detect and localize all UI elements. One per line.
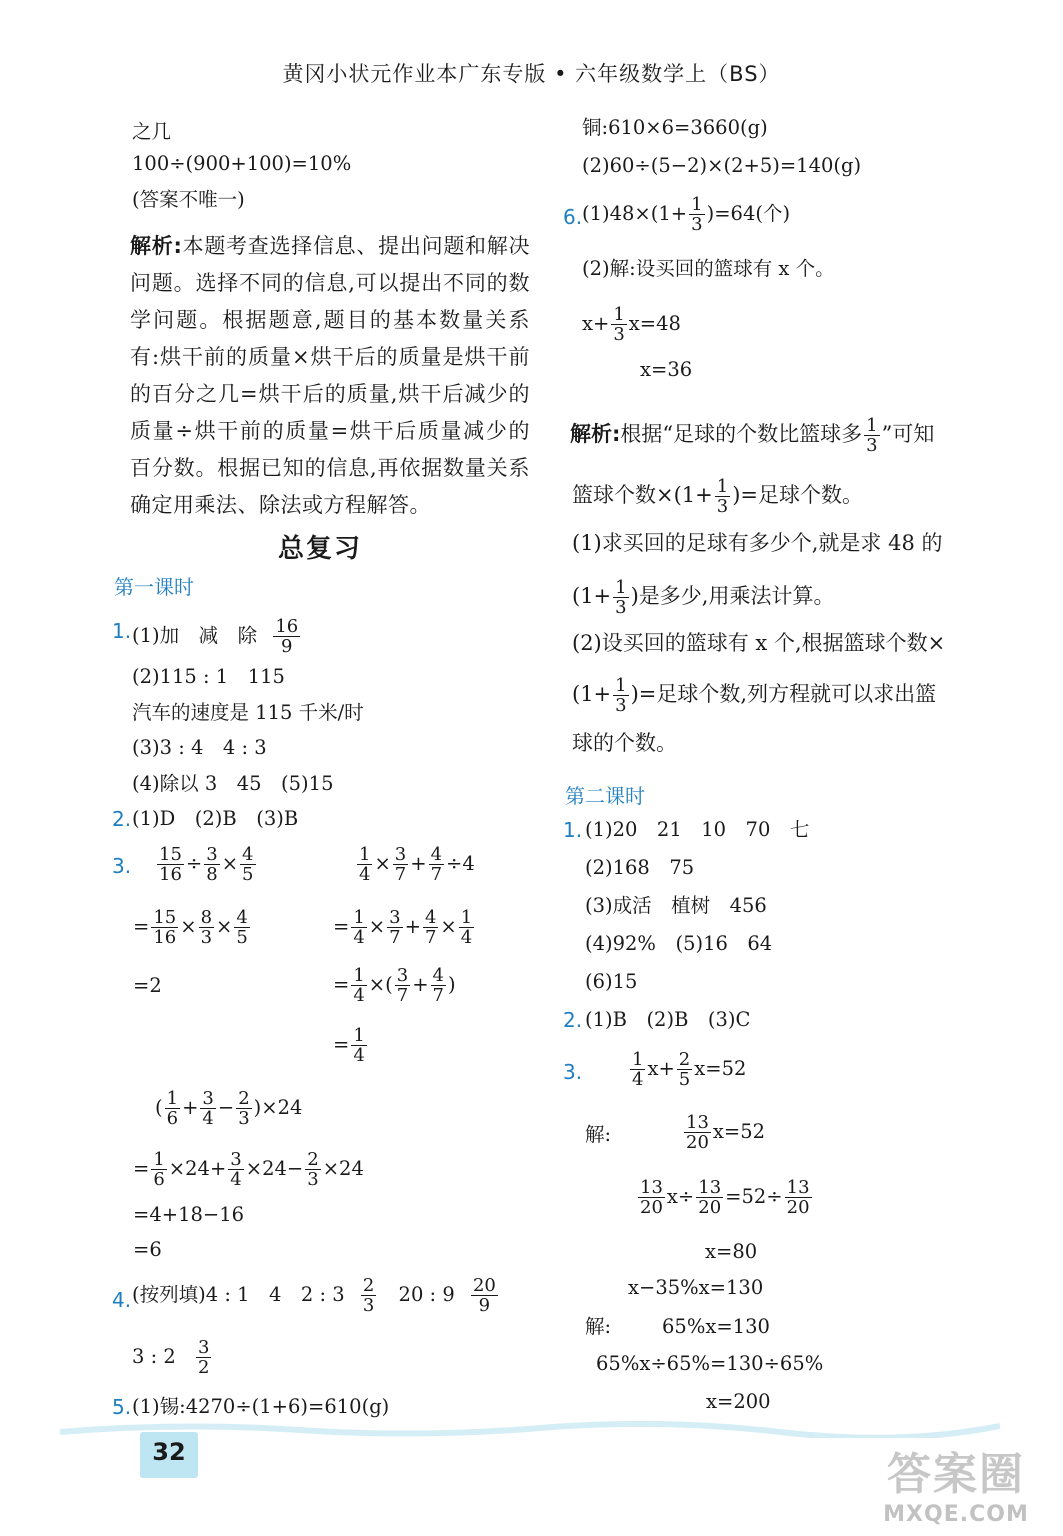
- fraction: $\frac{13}{20}$: [786, 1177, 810, 1218]
- fraction: $\frac{20}{9}$: [472, 1275, 496, 1316]
- fraction: $\frac{1}{4}$: [632, 1049, 644, 1090]
- question-number: 2.: [112, 807, 132, 831]
- answer-line: (4)92% (5)16 64: [585, 932, 773, 955]
- equation-line: = $\frac{1}{4}$ × $\frac{3}{7}$ + $\frac{4}{7}$ × $\frac{1}{4}$: [333, 907, 473, 948]
- fraction: $\frac{2}{5}$: [678, 1049, 691, 1090]
- fraction: $\frac{4}{5}$: [242, 844, 254, 885]
- fraction: $\frac{1}{3}$: [615, 577, 627, 618]
- equation-line: x=80: [705, 1240, 758, 1263]
- equation-line: x=200: [706, 1390, 771, 1413]
- answer-line: 铜:610×6=3660(g): [582, 116, 768, 139]
- answer-line: [132, 1276, 500, 1315]
- answer-line: (3)成活 植树 456: [585, 894, 767, 917]
- page-number-tab: [140, 1432, 198, 1478]
- text-line: 100÷(900+100)=10%: [132, 152, 352, 175]
- fraction: $\frac{1}{3}$: [716, 476, 729, 517]
- text-line: (答案不唯一): [132, 188, 245, 211]
- analysis-line: (1+ $\frac{1}{3}$ )=足球个数,列方程就可以求出篮: [572, 675, 937, 716]
- fraction: $\frac{1}{3}$: [613, 304, 625, 345]
- fraction: $\frac{13}{20}$: [698, 1177, 722, 1218]
- answer-line: (1)D (2)B (3)B: [132, 807, 299, 830]
- fraction: $\frac{3}{2}$: [197, 1337, 210, 1378]
- equation-line: x+ $\frac{1}{3}$ x=48: [582, 304, 681, 345]
- equation-line: $\frac{1}{4}$ x+ $\frac{2}{5}$ x=52: [632, 1049, 747, 1090]
- fraction: $\frac{2}{3}$: [362, 1275, 375, 1316]
- analysis-text: 本题考查选择信息、提出问题和解决问题。选择不同的信息,可以提出不同的数学问题。根据题意,题目的基本数量关系有:烘干前的质量×烘干后的质量是烘干前的百分之几=烘干后的质量,烘干后减少的质量÷烘干前的质量=烘干后质量减少的百分数。根据已知的信息,再依据数量关系确定用乘法、除法或方程解答。: [130, 234, 530, 517]
- question-number: 1.: [112, 619, 132, 643]
- equation-line: $\frac{15}{16}$ ÷ $\frac{3}{8}$ × $\frac{4}{5}$: [159, 844, 254, 885]
- equation-line: =4+18−16: [133, 1203, 245, 1226]
- watermark-url: MXQE.COM: [883, 1502, 1029, 1527]
- text-line: 之几: [132, 120, 172, 143]
- equation-line: = $\frac{15}{16}$ × $\frac{8}{3}$ × $\frac{4}{5}$: [133, 907, 248, 948]
- analysis-line: (1+ $\frac{1}{3}$ )是多少,用乘法计算。: [572, 577, 835, 618]
- equation-line: $\frac{13}{20}$ x=52: [686, 1112, 766, 1153]
- answer-text: (按列填)4 : 1 4 2 : 3: [132, 1283, 345, 1306]
- equation-line: x−35%x=130: [628, 1276, 764, 1299]
- question-number: 3.: [112, 854, 132, 878]
- question-number: 4.: [112, 1288, 132, 1312]
- question-number: 3.: [563, 1060, 583, 1084]
- fraction: $\frac{2}{3}$: [307, 1149, 319, 1190]
- watermark: [856, 1438, 1056, 1534]
- analysis-paragraph: [130, 228, 530, 524]
- fraction: $\frac{4}{7}$: [424, 907, 437, 948]
- fraction: $\frac{1}{3}$: [691, 194, 703, 235]
- analysis-line: 解析:根据“足球的个数比篮球多 $\frac{1}{3}$ ”可知: [570, 415, 935, 456]
- equation-line: 65%x÷65%=130÷65%: [596, 1352, 824, 1375]
- question-number: 5.: [112, 1395, 132, 1419]
- fraction: $\frac{3}{7}$: [389, 907, 401, 948]
- fraction: $\frac{1}{4}$: [460, 907, 473, 948]
- analysis-line: (2)设买回的篮球有 x 个,根据篮球个数×: [572, 631, 946, 655]
- analysis-line: 篮球个数×(1+ $\frac{1}{3}$ )=足球个数。: [572, 476, 863, 517]
- fraction: $\frac{1}{4}$: [359, 844, 371, 885]
- page-header: 黄冈小状元作业本广东专版 • 六年级数学上（BS）: [282, 62, 781, 86]
- watermark-logo: 答案圈: [887, 1449, 1025, 1500]
- answer-line: (2)60÷(5−2)×(2+5)=140(g): [582, 154, 862, 177]
- lesson-heading: 第二课时: [565, 784, 645, 808]
- answer-text: 20 : 9: [398, 1283, 455, 1306]
- answer-line: (2)168 75: [585, 856, 695, 879]
- answer-line: [132, 617, 302, 656]
- fraction: $\frac{3}{7}$: [394, 844, 407, 885]
- answer-line: (1)48×(1+ $\frac{1}{3}$ )=64(个): [582, 194, 791, 235]
- question-number: 1.: [563, 818, 583, 842]
- analysis-label: 解析:: [570, 422, 621, 446]
- fraction: $\frac{8}{3}$: [200, 907, 213, 948]
- solution-label: 解:: [585, 1315, 612, 1338]
- equation-line: $\frac{13}{20}$ x÷ $\frac{13}{20}$ =52÷ $\frac{13}{20}$: [640, 1177, 810, 1218]
- answer-line: (3)3 : 4 4 : 3: [132, 736, 267, 759]
- answer-line: (4)除以 3 45 (5)15: [132, 772, 334, 795]
- answer-text: 3 : 2: [132, 1345, 176, 1368]
- equation-line: 65%x=130: [662, 1315, 770, 1338]
- equation-line: =6: [133, 1238, 162, 1261]
- fraction: $\frac{13}{20}$: [686, 1112, 709, 1153]
- equation-line: $\frac{1}{4}$ × $\frac{3}{7}$ + $\frac{4}{7}$ ÷4: [359, 844, 475, 885]
- fraction: $\frac{1}{6}$: [166, 1088, 179, 1129]
- answer-line: (2)115 : 1 115: [132, 665, 285, 688]
- fraction: $\frac{1}{3}$: [866, 415, 878, 456]
- answer-line: (1)锡:4270÷(1+6)=610(g): [132, 1395, 390, 1418]
- lesson-heading: 第一课时: [114, 575, 194, 599]
- fraction: $\frac{3}{7}$: [396, 965, 409, 1006]
- equation-line: = $\frac{1}{4}$ ×( $\frac{3}{7}$ + $\frac{4}{7}$ ): [333, 965, 456, 1006]
- answer-line: [132, 1338, 213, 1377]
- fraction: $\frac{2}{3}$: [238, 1088, 250, 1129]
- fraction: $\frac{1}{3}$: [615, 675, 627, 716]
- footer-wave-decoration: [60, 1418, 1000, 1438]
- fraction: $\frac{15}{16}$: [153, 907, 177, 948]
- equation-line: ( $\frac{1}{6}$ + $\frac{3}{4}$ − $\frac{2}{3}$ )×24: [155, 1088, 303, 1129]
- answer-line: (1)B (2)B (3)C: [585, 1008, 751, 1031]
- answer-line: 汽车的速度是 115 千米/时: [132, 701, 364, 724]
- analysis-line: (1)求买回的足球有多少个,就是求 48 的: [572, 531, 943, 555]
- equation-line: =2: [133, 974, 162, 997]
- solution-label: 解:: [585, 1123, 612, 1146]
- fraction: $\frac{4}{7}$: [432, 965, 444, 1006]
- fraction: $\frac{3}{8}$: [206, 844, 218, 885]
- analysis-label: 解析:: [130, 234, 183, 258]
- question-number: 6.: [563, 205, 583, 229]
- fraction: $\frac{4}{7}$: [430, 844, 443, 885]
- fraction: $\frac{13}{20}$: [640, 1177, 663, 1218]
- fraction: $\frac{1}{4}$: [353, 907, 365, 948]
- section-title: 总复习: [277, 534, 362, 564]
- answer-line: (2)解:设买回的篮球有 x 个。: [582, 257, 835, 280]
- fraction: $\frac{1}{6}$: [153, 1149, 165, 1190]
- equation-line: = $\frac{1}{6}$ ×24+ $\frac{3}{4}$ ×24− $\frac{2}{3}$ ×24: [133, 1149, 364, 1190]
- equation-line: = $\frac{1}{4}$: [333, 1025, 365, 1066]
- fraction: $\frac{1}{4}$: [353, 965, 365, 1006]
- answer-line: (6)15: [585, 970, 638, 993]
- answer-line: (1)20 21 10 70 七: [585, 818, 810, 841]
- fraction: $\frac{1}{4}$: [353, 1025, 365, 1066]
- equation-line: x=36: [640, 358, 693, 381]
- question-number: 2.: [563, 1008, 583, 1032]
- fraction: $\frac{15}{16}$: [159, 844, 182, 885]
- page-number: 32: [152, 1438, 186, 1466]
- fraction: $\frac{4}{5}$: [236, 907, 248, 948]
- fraction: $\frac{16}{9}$: [275, 616, 299, 657]
- answer-text: (1)加 减 除: [132, 624, 258, 647]
- fraction: $\frac{3}{4}$: [230, 1149, 242, 1190]
- analysis-line: 球的个数。: [572, 731, 677, 755]
- fraction: $\frac{3}{4}$: [202, 1088, 214, 1129]
